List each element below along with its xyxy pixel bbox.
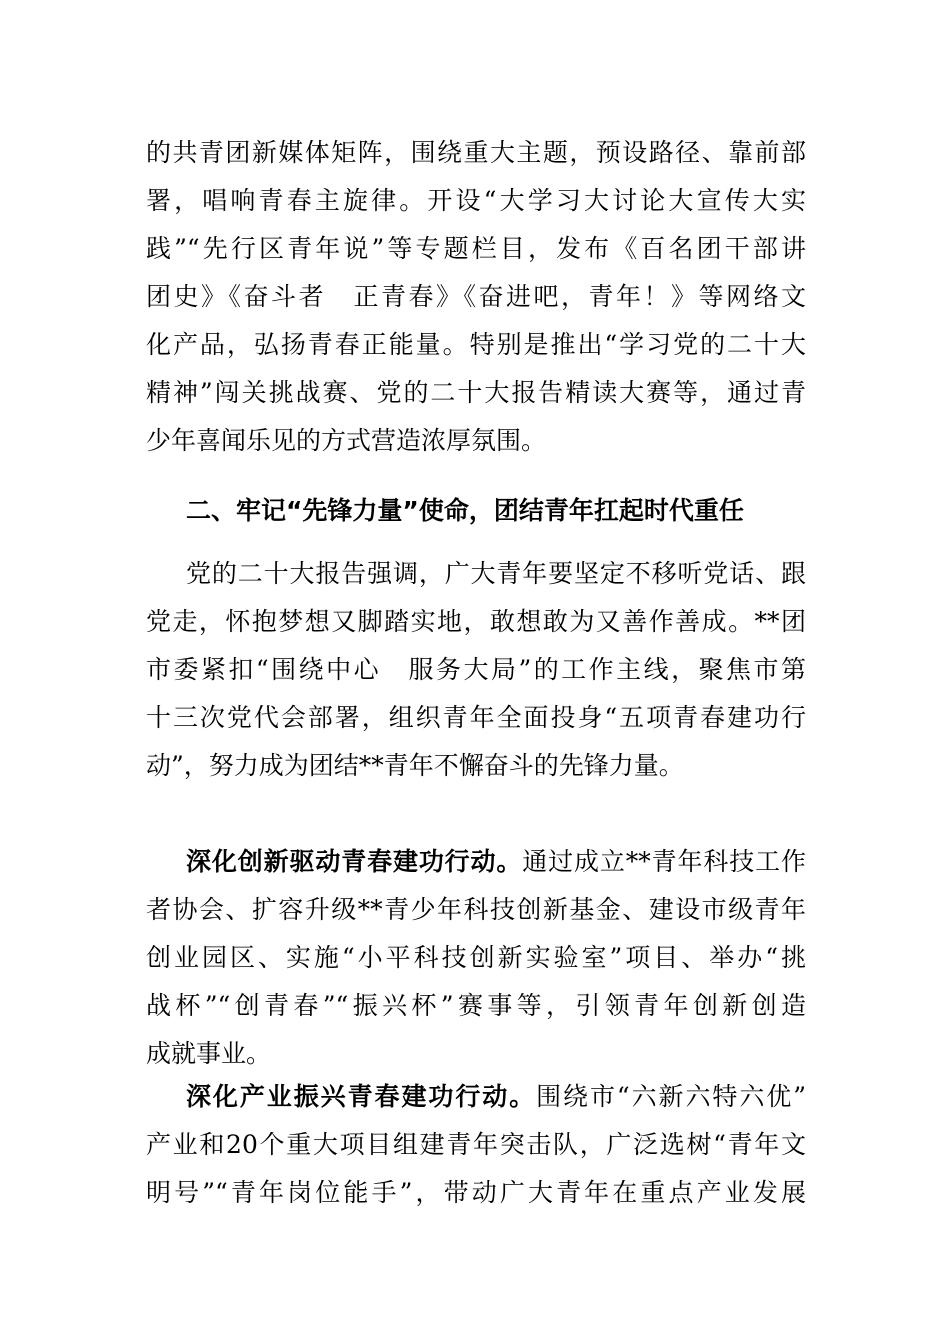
text-line: 成就事业。 [146,1039,272,1068]
section-heading [146,487,806,535]
text-span: 围绕市“六新六特六优” [536,1082,806,1111]
text-span: 通过成立**青年科技工作 [522,847,806,876]
text-line [146,1073,806,1121]
text-line: 党的二十大报告强调，广大青年要坚定不移听党话、跟 [186,559,806,588]
paragraph-party-report [146,550,806,790]
text-line: 的共青团新媒体矩阵，围绕重大主题，预设路径、靠前部 [146,138,806,167]
text-line: 明号”“青年岗位能手”，带动广大青年在重点产业发展 [146,1178,806,1207]
paragraph-innovation-action [146,838,806,1078]
text-line: 少年喜闻乐见的方式营造浓厚氛围。 [146,426,547,455]
paragraph-lead: 深化创新驱动青春建功行动。 [186,847,523,876]
paragraph-new-media [146,129,806,465]
text-line: 动”，努力成为团结**青年不懈奋斗的先锋力量。 [146,751,684,780]
text-line: 团史》《奋斗者 正青春》《奋进吧，青年！》等网络文 [146,282,806,311]
paragraph-industry-action [146,1073,806,1217]
text-line: 市委紧扣“围绕中心 服务大局”的工作主线，聚焦市第 [146,655,806,684]
text-line: 创业园区、实施“小平科技创新实验室”项目、举办“挑 [146,943,806,972]
heading-text: 二、牢记“先锋力量”使命，团结青年扛起时代重任 [186,496,744,525]
text-line: 产业和20个重大项目组建青年突击队，广泛选树“青年文 [146,1130,806,1159]
text-line: 践”“先行区青年说”等专题栏目，发布《百名团干部讲 [146,234,806,263]
text-line [146,838,806,886]
text-line: 化产品，弘扬青春正能量。特别是推出“学习党的二十大 [146,330,806,359]
text-line: 精神”闯关挑战赛、党的二十大报告精读大赛等，通过青 [146,378,806,407]
text-line: 战杯”“创青春”“振兴杯”赛事等，引领青年创新创造 [146,991,806,1020]
text-line: 署，唱响青春主旋律。开设“大学习大讨论大宣传大实 [146,186,806,215]
text-line: 者协会、扩容升级**青少年科技创新基金、建设市级青年 [146,895,806,924]
text-line: 十三次党代会部署，组织青年全面投身“五项青春建功行 [146,703,806,732]
text-line: 党走，怀抱梦想又脚踏实地，敢想敢为又善作善成。**团 [146,607,806,636]
paragraph-lead: 深化产业振兴青春建功行动。 [186,1082,537,1111]
